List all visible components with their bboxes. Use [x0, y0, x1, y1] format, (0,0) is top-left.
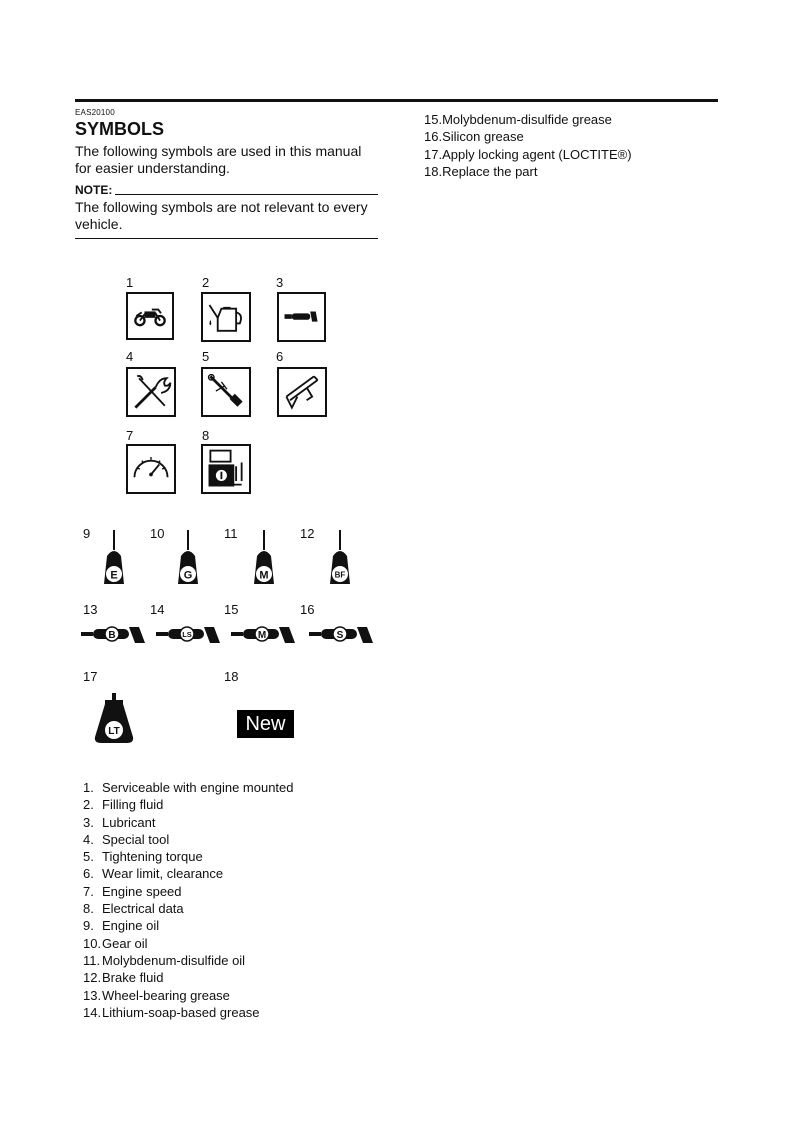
note-label: NOTE:	[75, 183, 113, 197]
legend-number: 4.	[83, 831, 94, 847]
symbols-section	[75, 108, 378, 239]
gear-oil-bottle-icon	[175, 530, 201, 586]
legend-item: 15.Molybdenum-disulfide grease	[424, 112, 612, 127]
grease-letter: S	[336, 630, 344, 641]
legend-item	[83, 987, 294, 1004]
symbol-number-15: 15	[224, 602, 239, 617]
brake-fluid-bottle-icon	[327, 530, 353, 586]
legend-item	[83, 831, 294, 848]
symbol-number-5: 5	[202, 349, 210, 364]
legend-item	[83, 952, 294, 969]
intro-line: for easier understanding.	[75, 160, 230, 176]
oil-can-icon	[201, 292, 251, 342]
legend-item	[83, 865, 294, 882]
silicon-grease-icon	[309, 623, 375, 645]
legend-item: 16.Silicon grease	[424, 129, 524, 145]
note-text	[75, 199, 378, 233]
new-part-badge: New	[237, 710, 294, 738]
special-tool-icon	[126, 367, 176, 417]
engine-oil-bottle-icon	[101, 530, 127, 586]
motorcycle-icon	[126, 292, 174, 340]
legend-item	[83, 883, 294, 900]
legend-item	[83, 1004, 294, 1021]
legend-number: 14.	[83, 1004, 102, 1020]
legend-number: 11.	[83, 952, 101, 968]
symbol-legend	[83, 779, 294, 1021]
note-line-text: vehicle.	[75, 216, 123, 232]
symbol-number-18: 18	[224, 669, 239, 684]
torque-wrench-icon	[201, 367, 251, 417]
symbol-number-1: 1	[126, 275, 134, 290]
legend-number: 1.	[83, 780, 94, 795]
wheel-bearing-grease-icon	[81, 623, 147, 645]
legend-number: 13.	[83, 987, 102, 1003]
legend-item: 17.Apply locking agent (LOCTITE®)	[424, 146, 632, 162]
multimeter-icon	[201, 444, 251, 494]
legend-number: 8.	[83, 901, 94, 917]
bottle-letter: E	[110, 569, 118, 582]
legend-number: 12.	[83, 970, 102, 986]
moly-grease-icon	[231, 623, 297, 645]
legend-label: Tightening torque	[102, 849, 203, 865]
legend-label: Lithium-soap-based grease	[102, 1004, 260, 1020]
legend-item	[83, 900, 294, 917]
symbol-number-9: 9	[83, 526, 91, 541]
symbol-number-2: 2	[202, 275, 210, 290]
symbol-number-12: 12	[300, 526, 315, 541]
legend-number: 9.	[83, 918, 94, 934]
symbol-number-14: 14	[150, 602, 165, 617]
caliper-icon	[277, 367, 327, 417]
symbol-number-11: 11	[224, 526, 238, 541]
legend-label: Special tool	[102, 831, 170, 847]
grease-letter: M	[257, 630, 267, 641]
legend-item	[83, 779, 294, 796]
symbol-number-13: 13	[83, 602, 98, 617]
legend-number: 6.	[83, 866, 94, 882]
legend-label: Lubricant	[102, 814, 156, 830]
legend-label: Filling fluid	[102, 797, 164, 813]
note-header	[75, 183, 378, 197]
legend-label: Wear limit, clearance	[102, 866, 224, 882]
legend-label: Brake fluid	[102, 970, 164, 986]
section-title: SYMBOLS	[75, 119, 165, 139]
legend-label: Gear oil	[102, 935, 148, 951]
legend-item	[83, 796, 294, 813]
legend-label: Engine speed	[102, 883, 182, 899]
legend-label: Wheel-bearing grease	[102, 987, 230, 1003]
symbol-number-8: 8	[202, 428, 210, 443]
right-legend	[424, 111, 632, 180]
legend-number: 7.	[83, 883, 94, 899]
grease-letter: B	[108, 630, 116, 641]
legend-item: 18.Replace the part	[424, 163, 538, 179]
symbol-number-7: 7	[126, 428, 134, 443]
legend-label: Serviceable with engine mounted	[102, 780, 294, 795]
legend-item	[83, 814, 294, 831]
legend-number: 10.	[83, 935, 102, 951]
loctite-letters: LT	[108, 726, 120, 737]
note-end-rule	[75, 238, 378, 239]
legend-number: 3.	[83, 814, 94, 830]
legend-label: Engine oil	[102, 918, 160, 934]
symbol-number-17: 17	[83, 669, 98, 684]
tachometer-icon	[126, 444, 176, 494]
grease-letter: LS	[182, 630, 192, 639]
symbol-number-3: 3	[276, 275, 284, 290]
legend-item	[83, 969, 294, 986]
intro-line: The following symbols are used in this manual	[75, 143, 362, 159]
symbol-number-16: 16	[300, 602, 315, 617]
legend-label: Electrical data	[102, 901, 184, 917]
grease-gun-icon	[277, 292, 326, 342]
symbol-number-4: 4	[126, 349, 134, 364]
symbol-number-6: 6	[276, 349, 284, 364]
top-rule	[75, 99, 718, 102]
intro-paragraph	[75, 143, 378, 177]
bottle-letter: BF	[334, 570, 346, 580]
legend-number: 2.	[83, 797, 94, 813]
legend-item	[83, 917, 294, 934]
section-code: EAS20100	[75, 108, 115, 117]
bottle-letter: M	[259, 569, 269, 582]
symbol-number-10: 10	[150, 526, 165, 541]
note-rule	[115, 194, 378, 195]
legend-item	[83, 935, 294, 952]
locking-agent-icon	[91, 693, 137, 745]
legend-label: Molybdenum-disulfide oil	[102, 952, 246, 968]
moly-oil-bottle-icon	[251, 530, 277, 586]
note-line-text: The following symbols are not relevant to every	[75, 199, 368, 215]
legend-number: 5.	[83, 849, 94, 865]
legend-item	[83, 848, 294, 865]
bottle-letter: G	[183, 569, 193, 582]
lithium-grease-icon	[156, 623, 222, 645]
